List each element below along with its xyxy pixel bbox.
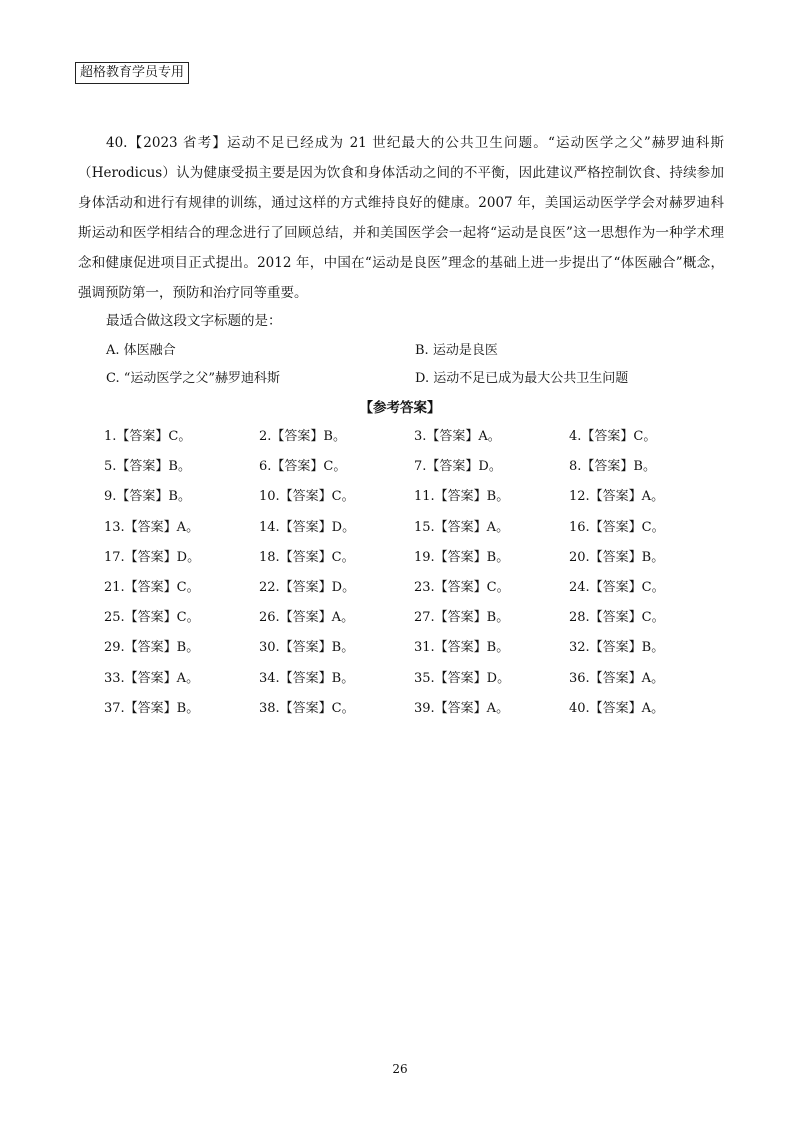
answer-item: 38.【答案】C。 — [259, 700, 355, 716]
answer-item: 30.【答案】B。 — [259, 640, 355, 656]
answer-item: 2.【答案】B。 — [259, 429, 346, 444]
answer-item: 37.【答案】B。 — [104, 700, 200, 716]
answer-item: 16.【答案】C。 — [569, 519, 665, 535]
answer-item: 34.【答案】B。 — [259, 670, 355, 686]
answer-item: 39.【答案】A。 — [414, 700, 510, 716]
answer-item: 10.【答案】C。 — [259, 489, 355, 505]
answer-item: 36.【答案】A。 — [569, 670, 665, 686]
answer-item: 3.【答案】A。 — [414, 429, 501, 444]
answer-item: 31.【答案】B。 — [414, 640, 510, 656]
option-d: D. 运动不足已成为最大公共卫生问题 — [415, 371, 629, 386]
answer-item: 8.【答案】B。 — [569, 459, 656, 475]
answer-key-grid — [104, 426, 724, 728]
answer-item: 5.【答案】B。 — [104, 459, 191, 475]
answer-item: 20.【答案】B。 — [569, 549, 665, 565]
answer-item: 4.【答案】C。 — [569, 429, 657, 444]
answer-item: 25.【答案】C。 — [104, 610, 200, 626]
answer-item: 23.【答案】C。 — [414, 579, 510, 595]
answer-item: 24.【答案】C。 — [569, 579, 665, 595]
answer-item: 33.【答案】A。 — [104, 670, 200, 686]
answer-item: 21.【答案】C。 — [104, 579, 200, 595]
answer-item: 35.【答案】D。 — [414, 670, 511, 686]
answer-item: 17.【答案】D。 — [104, 549, 201, 565]
answer-item: 26.【答案】A。 — [259, 610, 355, 626]
answer-item: 15.【答案】A。 — [414, 519, 510, 535]
option-b: B. 运动是良医 — [415, 343, 498, 358]
answer-item: 13.【答案】A。 — [104, 519, 200, 535]
question-prompt: 最适合做这段文字标题的是： — [106, 313, 282, 329]
answer-item: 9.【答案】B。 — [104, 489, 191, 505]
answer-item: 12.【答案】A。 — [569, 489, 665, 505]
answer-item: 22.【答案】D。 — [259, 579, 356, 595]
page-number: 26 — [392, 1062, 408, 1076]
answers-title: 【参考答案】 — [359, 400, 441, 416]
answer-item: 6.【答案】C。 — [259, 459, 347, 475]
question-text: 40.【2023 省考】运动不足已经成为 21 世纪最大的公共卫生问题。“运动医学之父”赫罗迪科斯（Herodicus）认为健康受损主要是因为饮食和身体活动之间的不平衡，因此建议严格控制饮食、持续参加身体活动和进行有规律的训练，通过这样的方式维持良好的健康。2007 年，美国运动医学学会对赫罗迪科斯运动和医学相结合的理念进行了回顾总结，并和美国医学会一起将“运动是良医”这一思想作为一种学术理念和健康促进项目正式提出。2012 年，中国在“运动是良医”理念的基础上进一步提出了“体医融合”概念，强调预防第一，预防和治疗同等重要。 — [78, 135, 724, 301]
answer-item: 29.【答案】B。 — [104, 640, 200, 656]
answer-item: 1.【答案】C。 — [104, 429, 192, 444]
answer-item: 11.【答案】B。 — [414, 489, 510, 505]
answer-item: 7.【答案】D。 — [414, 459, 502, 475]
answer-item: 27.【答案】B。 — [414, 610, 510, 626]
answer-item: 40.【答案】A。 — [569, 700, 665, 716]
option-a: A. 体医融合 — [106, 343, 176, 358]
answer-item: 32.【答案】B。 — [569, 640, 665, 656]
answer-item: 19.【答案】B。 — [414, 549, 510, 565]
option-c: C. “运动医学之父”赫罗迪科斯 — [106, 371, 281, 386]
watermark-label: 超格教育学员专用 — [75, 62, 189, 84]
answer-item: 18.【答案】C。 — [259, 549, 355, 565]
answer-item: 14.【答案】D。 — [259, 519, 356, 535]
answer-item: 28.【答案】C。 — [569, 610, 665, 626]
